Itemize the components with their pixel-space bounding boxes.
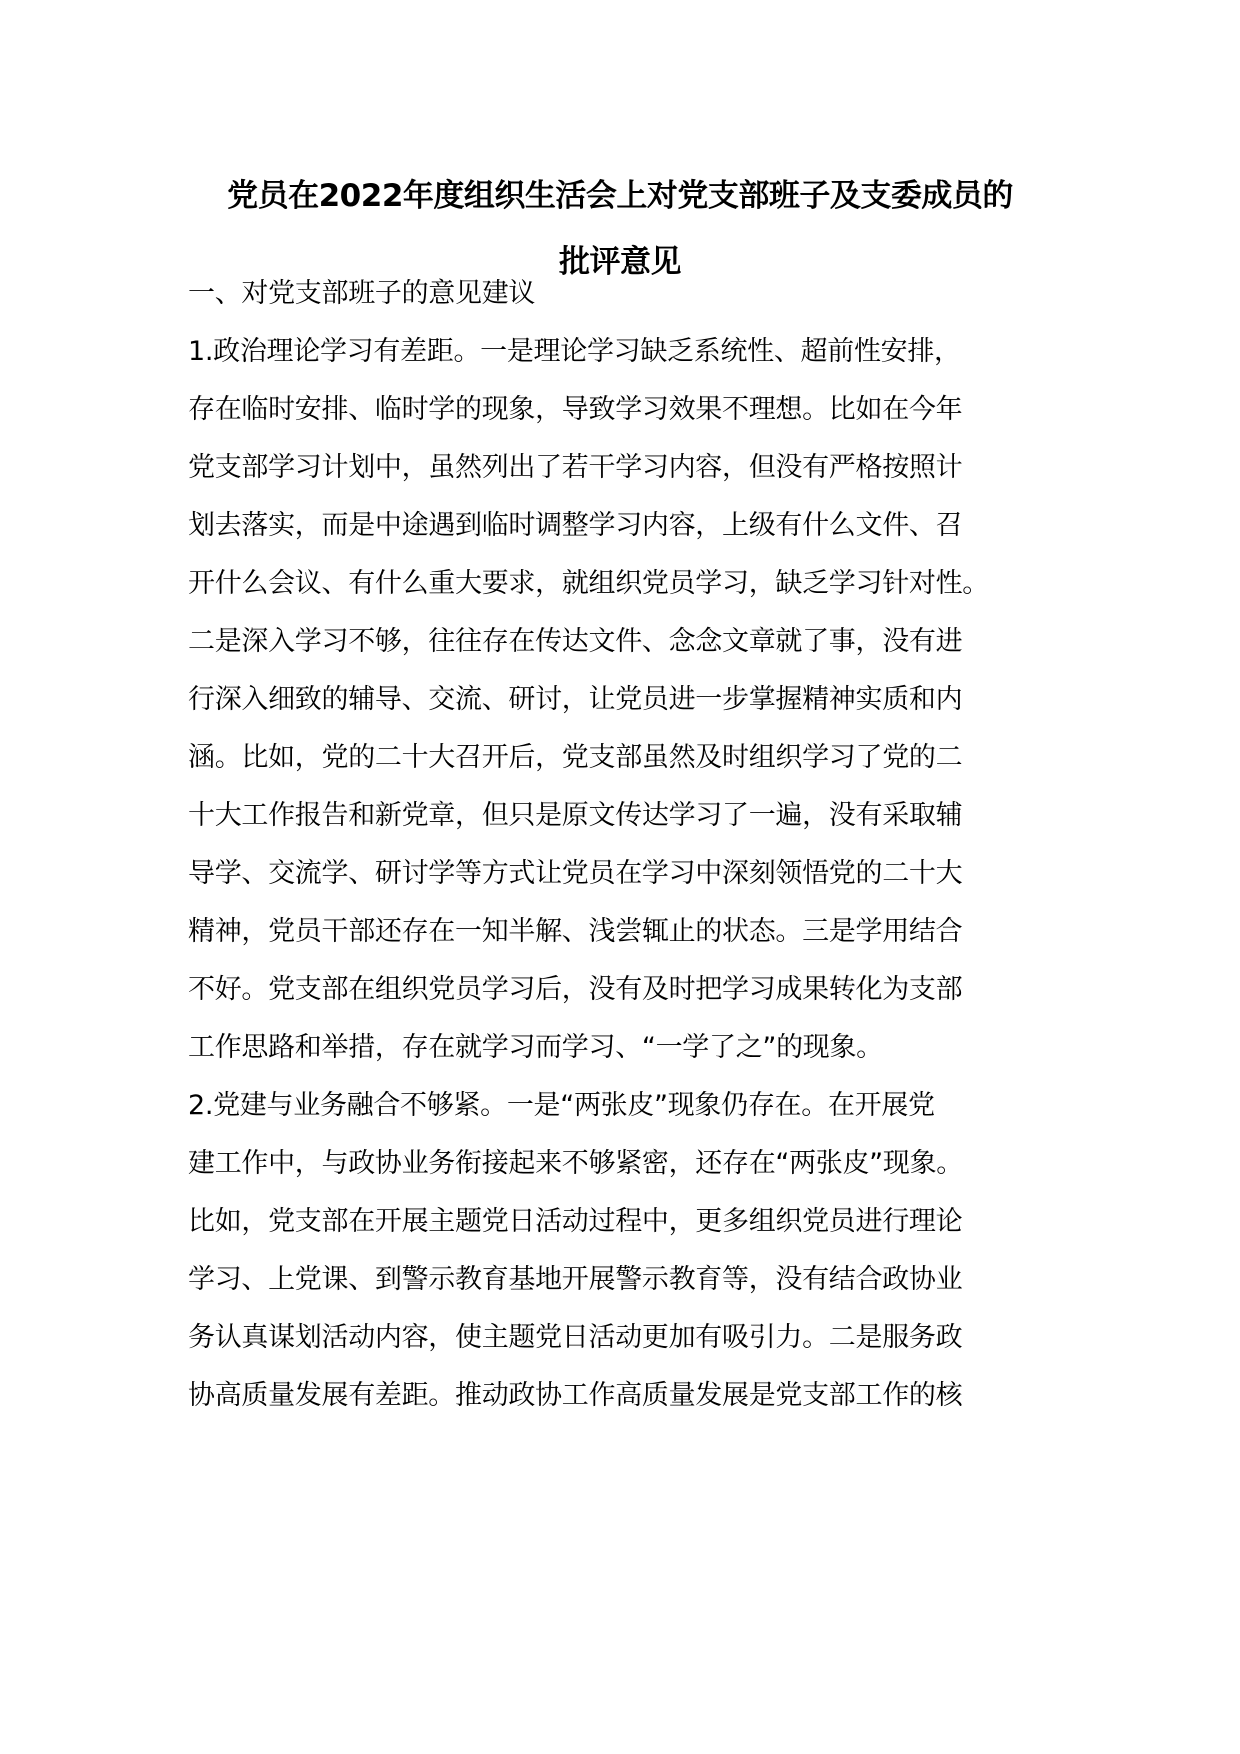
body-line: 协高质量发展有差距。推动政协工作高质量发展是党支部工作的核 xyxy=(188,1380,963,1411)
body-line: 工作思路和举措，存在就学习而学习、“一学了之”的现象。 xyxy=(188,1032,883,1063)
body-line: 党支部学习计划中，虽然列出了若干学习内容，但没有严格按照计 xyxy=(188,452,963,483)
body-line: 精神，党员干部还存在一知半解、浅尝辄止的状态。三是学用结合 xyxy=(188,916,963,947)
document-title-line-1: 党员在2022年度组织生活会上对党支部班子及支委成员的 xyxy=(227,178,1013,214)
body-line: 涵。比如，党的二十大召开后，党支部虽然及时组织学习了党的二 xyxy=(188,742,963,773)
body-line: 1.政治理论学习有差距。一是理论学习缺乏系统性、超前性安排， xyxy=(188,336,961,367)
body-line: 不好。党支部在组织党员学习后，没有及时把学习成果转化为支部 xyxy=(188,974,963,1005)
section-heading: 一、对党支部班子的意见建议 xyxy=(188,278,536,309)
body-line: 比如，党支部在开展主题党日活动过程中，更多组织党员进行理论 xyxy=(188,1206,963,1237)
body-line: 开什么会议、有什么重大要求，就组织党员学习，缺乏学习针对性。 xyxy=(188,568,989,599)
body-line: 2.党建与业务融合不够紧。一是“两张皮”现象仍存在。在开展党 xyxy=(188,1090,935,1121)
body-line: 学习、上党课、到警示教育基地开展警示教育等，没有结合政协业 xyxy=(188,1264,963,1295)
body-line: 务认真谋划活动内容，使主题党日活动更加有吸引力。二是服务政 xyxy=(188,1322,963,1353)
body-line: 划去落实，而是中途遇到临时调整学习内容，上级有什么文件、召 xyxy=(188,510,963,541)
body-line: 存在临时安排、临时学的现象，导致学习效果不理想。比如在今年 xyxy=(188,394,963,425)
body-line: 导学、交流学、研讨学等方式让党员在学习中深刻领悟党的二十大 xyxy=(188,858,963,889)
body-line: 行深入细致的辅导、交流、研讨，让党员进一步掌握精神实质和内 xyxy=(188,684,963,715)
body-line: 二是深入学习不够，往往存在传达文件、念念文章就了事，没有进 xyxy=(188,626,963,657)
body-line: 建工作中，与政协业务衔接起来不够紧密，还存在“两张皮”现象。 xyxy=(188,1148,963,1179)
document-title-line-2: 批评意见 xyxy=(559,244,681,280)
body-line: 十大工作报告和新党章，但只是原文传达学习了一遍，没有采取辅 xyxy=(188,800,963,831)
